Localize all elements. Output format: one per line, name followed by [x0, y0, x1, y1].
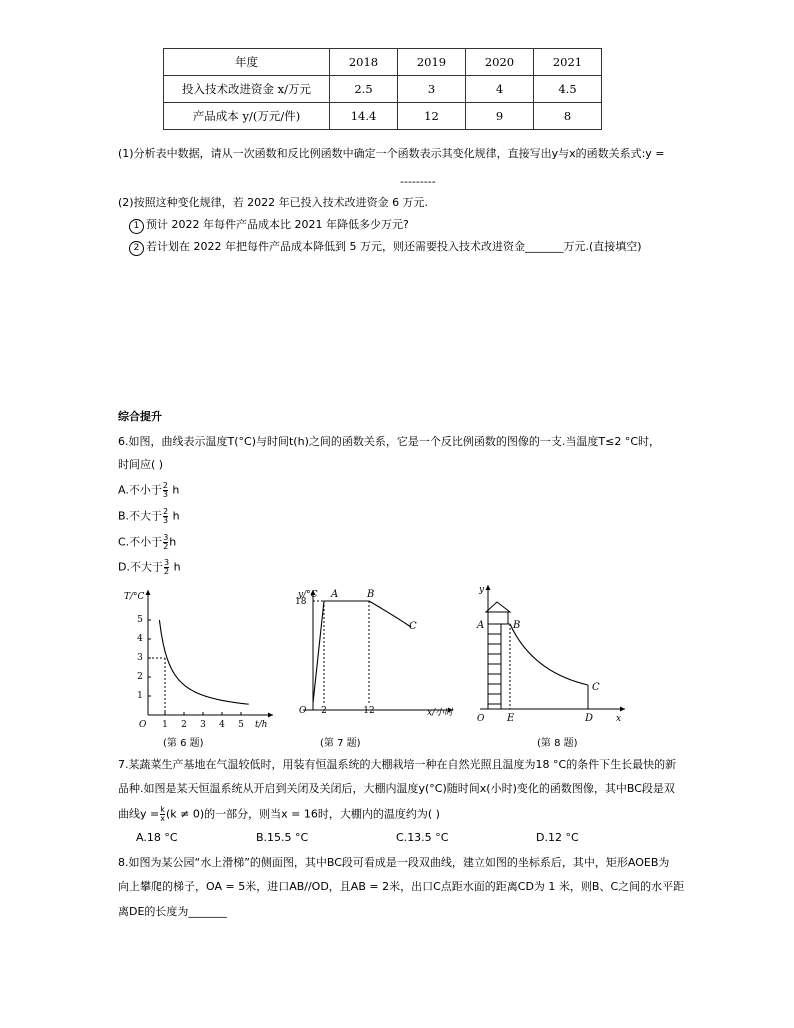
origin-label: O — [299, 706, 307, 716]
option-unit: h — [172, 509, 180, 523]
question-2-sub1-text: 预计 2022 年每件产品成本比 2021 年降低多少万元? — [146, 218, 409, 231]
table-cell: 2.5 — [330, 76, 398, 103]
q7-unit: °C — [553, 758, 567, 771]
option-unit: °C — [164, 831, 178, 844]
q7-option-b — [256, 831, 308, 845]
q6-text-b: )与时间t( — [251, 435, 298, 448]
circled-number: 2 — [129, 241, 144, 256]
table-cell: 2020 — [466, 49, 534, 76]
option-d — [118, 559, 181, 576]
question-2-sub1 — [129, 218, 409, 234]
y-axis-label: T/°C — [124, 592, 145, 602]
origin-label: O — [477, 714, 485, 722]
fraction-den: 2 — [163, 542, 169, 551]
tick-label: 3 — [200, 720, 206, 730]
table-cell: 4.5 — [534, 76, 602, 103]
table-cell: 2021 — [534, 49, 602, 76]
tick-label: 18 — [295, 597, 307, 607]
tick-label: 1 — [137, 691, 143, 701]
y-ticks — [137, 615, 143, 701]
option-unit: °C — [435, 831, 449, 844]
question-7-line1 — [118, 758, 676, 772]
section-title: 综合提升 — [118, 410, 162, 423]
point-label: C — [592, 682, 600, 693]
point-label: C — [409, 621, 417, 632]
q7-text: )随时间x(小时)变化的函数图像，其中BC段是双 — [442, 782, 675, 795]
q6-hour: h — [297, 435, 305, 448]
x-axis-label: x/小时 — [427, 708, 454, 718]
table-cell: 8 — [534, 103, 602, 130]
tick-label: 4 — [219, 720, 225, 730]
point-label: D — [585, 713, 594, 722]
q6-text-c: )之间的函数关系，它是一个反比例函数的图像的一支.当温度T — [304, 435, 606, 448]
table-cell: 12 — [398, 103, 466, 130]
x-axis-label: t/h — [255, 720, 268, 730]
fraction-num: 3 — [163, 533, 169, 542]
option-unit: °C — [565, 831, 579, 844]
x-axis-arrow — [268, 713, 273, 718]
q7-text: 的条件下生长最快的新 — [566, 758, 677, 771]
figure-6 — [118, 585, 278, 735]
fraction-num: 2 — [162, 481, 168, 490]
q6-le: ≤ — [605, 435, 615, 448]
q7-option-d — [536, 831, 579, 845]
point-label: B — [513, 620, 521, 631]
fraction-num: k — [160, 805, 165, 814]
tick-label: 2 — [321, 706, 327, 716]
data-table — [163, 48, 602, 130]
option-a — [118, 482, 179, 499]
option-value: 13.5 — [407, 831, 432, 844]
hyperbola-curve — [369, 601, 411, 627]
question-2-sub2-text: 若计划在 2022 年把每件产品成本降低到 5 万元，则还需要投入技术改进资金_______万元.(直接填空) — [146, 240, 642, 253]
option-label: B.不大于 — [118, 509, 163, 523]
x-axis-label: x — [616, 714, 622, 722]
fraction-den: 3 — [163, 516, 169, 525]
q6-text-e: °C时， — [624, 435, 661, 448]
table-cell: 9 — [466, 103, 534, 130]
fraction-den: 2 — [163, 567, 170, 576]
tick-label: 5 — [137, 615, 143, 625]
option-label: C.不小于 — [118, 535, 163, 549]
q6-text-a: 6.如图，曲线表示温度T( — [118, 435, 239, 448]
q6-unit: °C — [238, 435, 252, 448]
option-b — [118, 508, 180, 525]
y-axis-arrow — [146, 590, 151, 595]
fraction — [163, 482, 168, 499]
fraction — [163, 508, 168, 525]
figure-8 — [470, 582, 630, 722]
y-axis-label: y — [479, 585, 485, 595]
option-label: C. — [396, 831, 408, 844]
question-8-line2: 向上攀爬的梯子，OA = 5米，进口AB//OD，且AB = 2米，出口C点距水面的距离CD为 1 米，则B、C之间的水平距 — [118, 880, 685, 893]
tick-label: 2 — [181, 720, 187, 730]
option-c — [118, 534, 176, 551]
table-cell: 2018 — [330, 49, 398, 76]
question-6-line2: 时间应( ) — [118, 458, 164, 471]
point-label: B — [367, 589, 375, 600]
line-segment — [313, 601, 369, 703]
figure-8-caption: (第 8 题) — [537, 738, 578, 749]
q7-text: (k ≠ 0)的一部分，则当x = 16时，大棚内的温度约为( ) — [165, 807, 440, 821]
tick-label: 12 — [363, 706, 375, 716]
table-header-row — [164, 49, 602, 76]
option-value: 18 — [146, 831, 161, 844]
option-unit: h — [173, 560, 181, 574]
question-6-line1 — [118, 435, 660, 449]
question-1-text: (1)分析表中数据，请从一次函数和反比例函数中确定一个函数表示其变化规律，直接写出y与x的函数关系式:y = — [118, 147, 665, 160]
question-8-line1: 8.如图为某公园“水上滑梯”的侧面图，其中BC段可看成是一段双曲线，建立如图的坐标系后，其中，矩形AOEB为 — [118, 856, 670, 869]
figure-6-caption: (第 6 题) — [163, 738, 204, 749]
figure-7 — [283, 585, 463, 735]
table-cell: 3 — [398, 76, 466, 103]
x-ticks — [162, 720, 244, 730]
table-cell: 14.4 — [330, 103, 398, 130]
question-2-text: (2)按照这种变化规律，若 2022 年已投入技术改进资金 6 万元. — [118, 196, 429, 209]
option-label: A. — [136, 831, 147, 844]
table-row — [164, 76, 602, 103]
table-row — [164, 103, 602, 130]
figure-7-caption: (第 7 题) — [320, 738, 361, 749]
option-label: D.不大于 — [118, 560, 163, 574]
option-label: B. — [256, 831, 268, 844]
option-label: A.不小于 — [118, 483, 162, 497]
q7-option-a — [136, 831, 178, 845]
hyperbola-curve — [510, 624, 588, 685]
tick-label: 1 — [162, 720, 168, 730]
y-axis-label: y/°C — [298, 590, 318, 600]
tick-label: 3 — [137, 653, 143, 663]
option-unit: °C — [295, 831, 309, 844]
fraction-num: 3 — [163, 558, 170, 567]
tick-label: 5 — [238, 720, 244, 730]
question-7-line2 — [118, 782, 675, 796]
table-cell: 2019 — [398, 49, 466, 76]
point-label: A — [477, 620, 485, 631]
question-2-sub2 — [129, 240, 642, 256]
fraction — [160, 806, 165, 823]
origin-label: O — [139, 720, 147, 730]
hyperbola-curve — [159, 620, 248, 704]
y-axis-arrow — [486, 585, 491, 590]
question-7-line3 — [118, 806, 440, 823]
fraction-num: 2 — [163, 507, 169, 516]
q7-text: 7.某蔬菜生产基地在气温较低时，用装有恒温系统的大棚栽培一种在自然光照且温度为 — [118, 758, 536, 771]
option-unit: h — [169, 535, 177, 549]
option-value: 12 — [547, 831, 562, 844]
x-axis-arrow — [620, 707, 625, 712]
q7-text: 品种.如图是某天恒温系统从开启到关闭及关闭后，大棚内温度y( — [118, 782, 430, 795]
point-label: A — [331, 589, 339, 600]
q6-value: 2 — [614, 435, 622, 448]
table-cell: 4 — [466, 76, 534, 103]
table-cell: 年度 — [164, 49, 330, 76]
table-cell: 投入技术改进资金 x/万元 — [164, 76, 330, 103]
option-label: D. — [536, 831, 548, 844]
fraction — [163, 534, 168, 551]
option-unit: h — [172, 483, 180, 497]
q7-text: 曲线y = — [118, 807, 160, 821]
fraction — [164, 559, 169, 576]
fraction-den: x — [160, 814, 165, 823]
ladder — [486, 602, 510, 709]
table-cell: 产品成本 y/(万元/件) — [164, 103, 330, 130]
tick-label: 4 — [137, 634, 143, 644]
q7-unit: °C — [429, 782, 443, 795]
option-value: 15.5 — [267, 831, 292, 844]
q7-number: 18 — [535, 758, 550, 771]
tick-label: 2 — [137, 672, 143, 682]
point-label: E — [507, 713, 515, 722]
circled-number: 1 — [129, 219, 144, 234]
question-1-blank: --------- — [400, 175, 436, 188]
question-8-line3: 离DE的长度为_______ — [118, 905, 227, 918]
fraction-den: 3 — [162, 490, 168, 499]
q7-option-c — [396, 831, 448, 845]
